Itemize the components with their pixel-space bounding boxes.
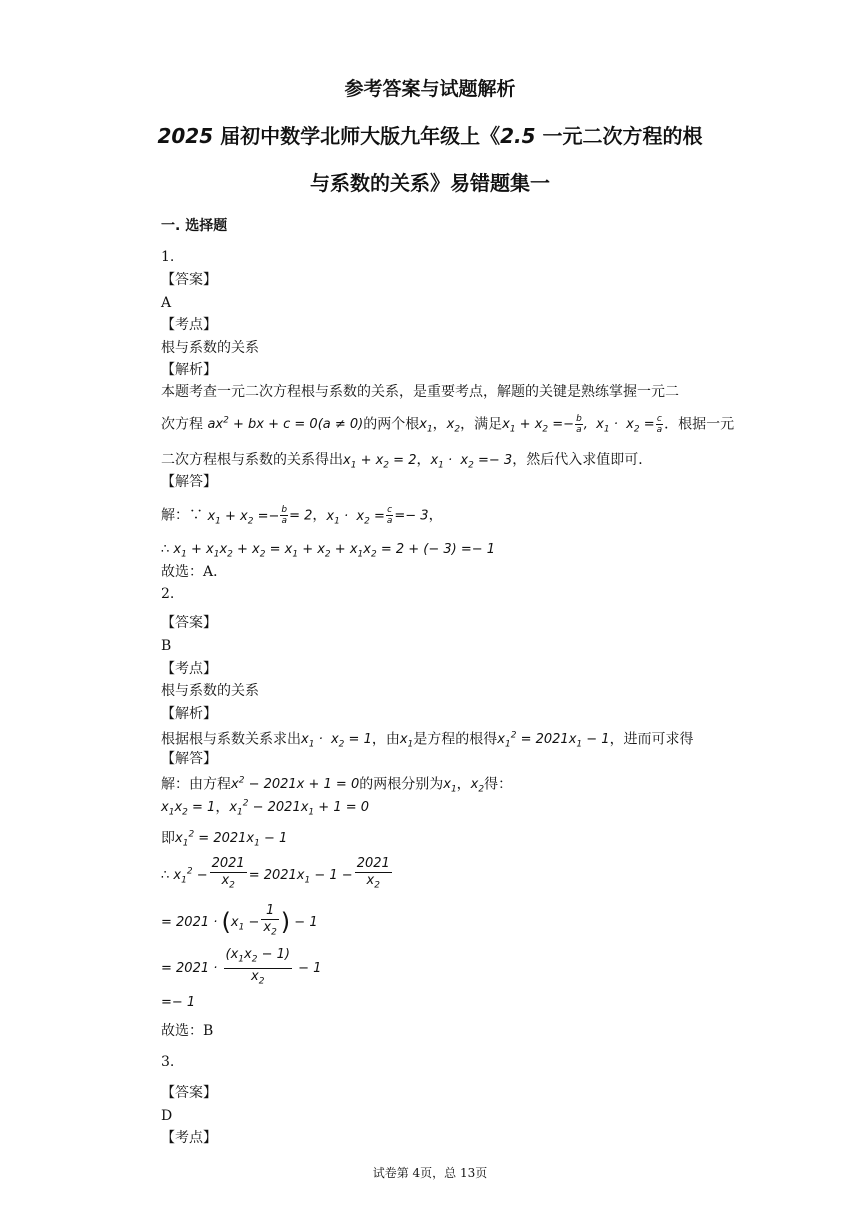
q2-solution-label: 【解答】 [161,751,217,767]
q2-number: 2. [161,586,175,602]
q3-answer-label: 【答案】 [161,1085,217,1101]
q1-point-label: 【考点】 [161,317,217,333]
q1-analysis-line3: 二次方程根与系数的关系得出$x_1 + x_2 = 2$，$x_1 \cdot x_2 =- 3$，然后代入求值即可． [161,452,653,471]
q2-solution-line2: $x_1x_2 = 1$，$x_1^2 - 2021x_1 + 1 = 0$ [161,799,370,818]
q2-conclusion: 故选：B [161,1023,214,1039]
q1-answer-label: 【答案】 [161,272,217,288]
q1-number: 1. [161,249,175,265]
q1-analysis-label: 【解析】 [161,362,217,378]
q1-solution-line1: 解：∵ $x_1 + x_2$ =− $\frac{b}{a}$ = 2，$x_1 \cdot x_2$ = $\frac{c}{a}$ =− 3， [161,505,443,527]
q2-solution-line6: = 2021 · $\frac{(x_1x_2 - 1)}{x_2}$ − 1 [161,947,322,987]
q2-answer: B [161,638,172,654]
q3-number: 3. [161,1054,175,1070]
q3-point-label: 【考点】 [161,1130,217,1146]
q1-solution-line2: ∴ $x_1 + x_1x_2 + x_2 = x_1 + x_2 + x_1x_2 = 2$ + (− 3) =− 1 [161,542,496,560]
q1-solution-label: 【解答】 [161,474,217,490]
doc-subtitle-line2: 与系数的关系》易错题集一 [310,171,550,195]
doc-title: 参考答案与试题解析 [344,78,516,100]
subtitle-year: 2025 [157,124,214,148]
q2-solution-line3: 即$x_1^2 = 2021x_1 - 1$ [161,830,288,849]
q2-answer-label: 【答案】 [161,615,217,631]
q1-answer: A [161,295,172,311]
q1-analysis-line1: 本题考查一元二次方程根与系数的关系，是重要考点，解题的关键是熟练掌握一元二 [161,384,679,400]
q2-solution-line1: 解：由方程$x^2 - 2021x + 1 = 0$的两根分别为$x_1$，$x_2$得： [161,776,513,795]
subtitle-end: 一元二次方程的根 [535,124,703,148]
q1-analysis-line2: 次方程 $ax^2$ + bx + c = 0(a ≠ 0)的两个根$x_1$，$x_2$，满足$x_1 + x_2$ =− $\frac{b}{a}$ , $x_1 \cdot x_2$ = $\frac{c}{a}$ ．根据一元 [161,413,735,435]
subtitle-rest: 届初中数学北师大版九年级上《 [213,124,501,148]
q3-answer: D [161,1108,173,1124]
q2-analysis-label: 【解析】 [161,706,217,722]
q2-point-label: 【考点】 [161,661,217,677]
q2-point: 根与系数的关系 [161,683,259,699]
q1-conclusion: 故选：A． [161,564,228,580]
subtitle-num: 2.5 [500,124,536,148]
doc-subtitle-line1 [0,120,860,149]
section-heading: 一. 选择题 [161,218,228,234]
q2-solution-line4: ∴ $x_1^2$ − $\frac{2021}{x_2}$ = $2021x_1 - 1$ − $\frac{2021}{x_2}$ [161,856,390,891]
page-footer: 试卷第 4页，总 13页 [372,1166,488,1180]
q1-point: 根与系数的关系 [161,340,259,356]
q2-result: =− 1 [161,995,196,1010]
q2-analysis: 根据根与系数关系求出$x_1 \cdot x_2 = 1$，由$x_1$是方程的根得$x_1^2 = 2021x_1 - 1$，进而可求得 [161,731,694,750]
q2-solution-line5: = $2021 \cdot (x_1$ − $\frac{1}{x_2}$ ) − 1 [161,903,318,938]
